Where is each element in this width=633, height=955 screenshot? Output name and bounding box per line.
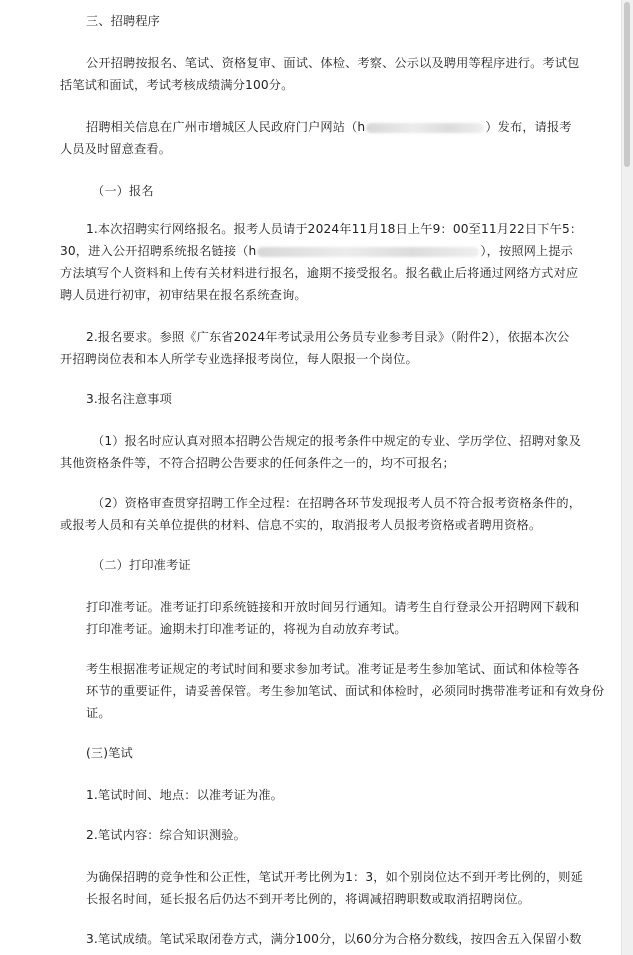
- paragraph-line: 3.笔试成绩。笔试采取闭卷方式，满分100分，以60分为合格分数线，按四舍五入保留小数: [86, 932, 582, 946]
- subsection-heading: （一）报名: [92, 184, 154, 198]
- paragraph-line: 2.笔试内容：综合知识测验。: [86, 828, 246, 842]
- vertical-scrollbar[interactable]: [621, 0, 633, 955]
- paragraph-line: 证。: [86, 706, 111, 720]
- redacted-url: [366, 123, 484, 133]
- redacted-url: [257, 247, 479, 257]
- paragraph-line: 打印准考证。准考证打印系统链接和开放时间另行通知。请考生自行登录公开招聘网下载和: [86, 600, 580, 614]
- scrollbar-thumb[interactable]: [624, 2, 630, 167]
- section-title: 三、招聘程序: [86, 14, 161, 28]
- paragraph-line: 方法填写个人资料和上传有关材料进行报名，逾期不接受报名。报名截止后将通过网络方式对应: [60, 266, 579, 280]
- paragraph-line: 其他资格条件等，不符合招聘公告要求的任何条件之一的，均不可报名；: [60, 456, 455, 470]
- paragraph-line: 人员及时留意查看。: [60, 142, 172, 156]
- paragraph-line: 1.笔试时间、地点：以准考证为准。: [86, 788, 283, 802]
- text-segment: 招聘相关信息在广州市增城区人民政府门户网站（h: [86, 120, 366, 134]
- text-segment: ），按照网上提示: [480, 244, 574, 258]
- paragraph-line: 公开招聘按报名、笔试、资格复审、面试、体检、考察、公示以及聘用等程序进行。考试包: [86, 56, 580, 70]
- paragraph-line: 或报考人员和有关单位提供的材料、信息不实的，取消报考人员报考资格或者聘用资格。: [60, 518, 542, 532]
- paragraph-line: （2）资格审查贯穿招聘工作全过程：在招聘各环节发现报考人员不符合报考资格条件的，: [92, 496, 582, 510]
- text-segment: 30，进入公开招聘系统报名链接（h: [60, 244, 257, 258]
- paragraph-line: 2.报名要求。参照《广东省2024年考试录用公务员专业参考目录》（附件2），依据本次公: [86, 330, 570, 344]
- paragraph-line: [86, 116, 619, 138]
- paragraph-line: 开招聘岗位表和本人所学专业选择报考岗位，每人限报一个岗位。: [60, 352, 418, 366]
- paragraph-line: 为确保招聘的竞争性和公正性，笔试开考比例为1：3，如个别岗位达不到开考比例的，则延: [86, 870, 583, 884]
- paragraph-line: [60, 240, 619, 262]
- paragraph-line: 打印准考证。逾期未打印准考证的，将视为自动放弃考试。: [86, 622, 407, 636]
- paragraph-line: 1.本次招聘实行网络报名。报考人员请于2024年11月18日上午9：00至11月22日下午5：: [86, 222, 583, 236]
- subsection-heading: (三)笔试: [86, 746, 133, 760]
- paragraph-line: 括笔试和面试，考试考核成绩满分100分。: [60, 78, 294, 92]
- text-segment: ）发布，请报考: [485, 120, 572, 134]
- paragraph-line: 环节的重要证件，请妥善保管。考生参加笔试、面试和体检时，必须同时携带准考证和有效身份: [86, 684, 605, 698]
- subsection-heading: （二）打印准考证: [92, 558, 191, 572]
- subsection-heading: 3.报名注意事项: [86, 392, 172, 406]
- paragraph-line: 考生根据准考证规定的考试时间和要求参加考试。准考证是考生参加笔试、面试和体检等各: [86, 662, 580, 676]
- paragraph-line: 聘人员进行初审，初审结果在报名系统查询。: [60, 288, 307, 302]
- paragraph-line: （1）报名时应认真对照本招聘公告规定的报考条件中规定的专业、学历学位、招聘对象及: [92, 434, 582, 448]
- paragraph-line: 长报名时间，延长报名后仍达不到开考比例的，将调减招聘职数或取消招聘岗位。: [86, 892, 531, 906]
